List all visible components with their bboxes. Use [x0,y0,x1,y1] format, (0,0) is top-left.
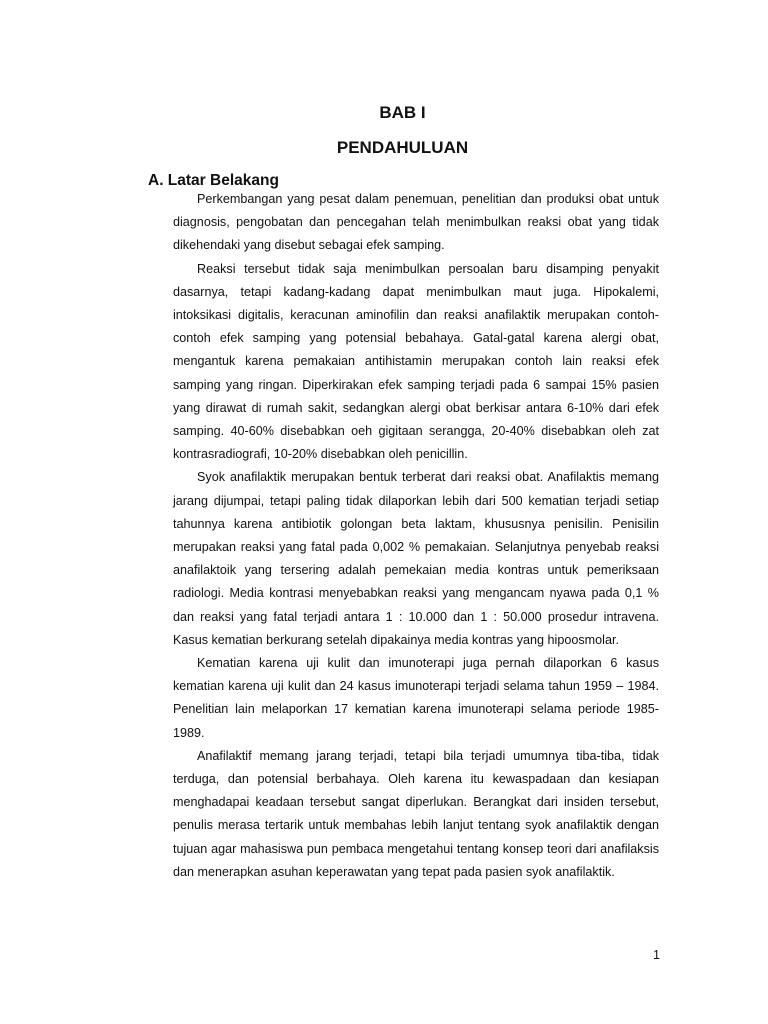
paragraph-4: Kematian karena uji kulit dan imunoterapi juga pernah dilaporkan 6 kasus kematian karena uji kulit dan 24 kasus imunoterapi terjadi selama tahun 1959 – 1984. Penelitian lain melaporkan 17 kematian karena imunoterapi selama periode 1985-1989. [173,656,659,740]
chapter-number: BAB I [379,103,426,122]
paragraph-3: Syok anafilaktik merupakan bentuk terberat dari reaksi obat. Anafilaktis memang jarang dijumpai, tetapi paling tidak dilaporkan lebih dari 500 kematian terjadi setiap tahunnya karena antibiotik golongan beta laktam, khususnya penisilin. Penisilin merupakan reaksi yang fatal pada 0,002 % pemakaian. Selanjutnya penyebab reaksi anafilaktoik yang tersering adalah pemekaian media kontras untuk pemeriksaan radiologi. Media kontrasi menyebabkan reaksi yang mengancam nyawa pada 0,1 % dan reaksi yang fatal terjadi antara 1 : 10.000 dan 1 : 50.000 prosedur intravena. Kasus kematian berkurang setelah dipakainya media kontras yang hipoosmolar. [173,470,659,647]
chapter-title: PENDAHULUAN [336,138,469,157]
paragraph-5: Anafilaktif memang jarang terjadi, tetapi bila terjadi umumnya tiba-tiba, tidak terduga, dan potensial berbahaya. Oleh karena itu kewaspadaan dan kesiapan menghadapai keadaan tersebut sangat diperlukan. Berangkat dari insiden tersebut, penulis merasa tertarik untuk membahas lebih lanjut tentang syok anafilaktik dengan tujuan agar mahasiswa pun pembaca mengetahui tentang konsep teori dari anafilaksis dan menerapkan asuhan keperawatan yang tepat pada pasien syok anafilaktik. [173,748,659,879]
section-heading: A. Latar Belakang [148,172,279,189]
page-number: 1 [652,948,660,962]
body-text [173,188,659,884]
paragraph-1: Perkembangan yang pesat dalam penemuan, penelitian dan produksi obat untuk diagnosis, pengobatan dan pencegahan telah menimbulkan reaksi obat yang tidak dikehendaki yang disebut sebagai efek samping. [173,192,659,253]
paragraph-2: Reaksi tersebut tidak saja menimbulkan persoalan baru disamping penyakit dasarnya, tetapi kadang-kadang dapat menimbulkan maut juga. Hipokalemi, intoksikasi digitalis, keracunan aminofilin dan reaksi anafilaktik merupakan contoh-contoh efek samping yang potensial bebahaya. Gatal-gatal karena alergi obat, mengantuk karena pemakaian antihistamin merupakan contoh lain reaksi efek samping yang ringan. Diperkirakan efek samping terjadi pada 6 sampai 15% pasien yang dirawat di rumah sakit, sedangkan alergi obat berkisar antara 6-10% dari efek samping. 40-60% disebabkan oeh gigitaan serangga, 20-40% disebabkan oleh zat kontrasradiografi, 10-20% disebabkan oleh penicillin. [173,261,659,462]
